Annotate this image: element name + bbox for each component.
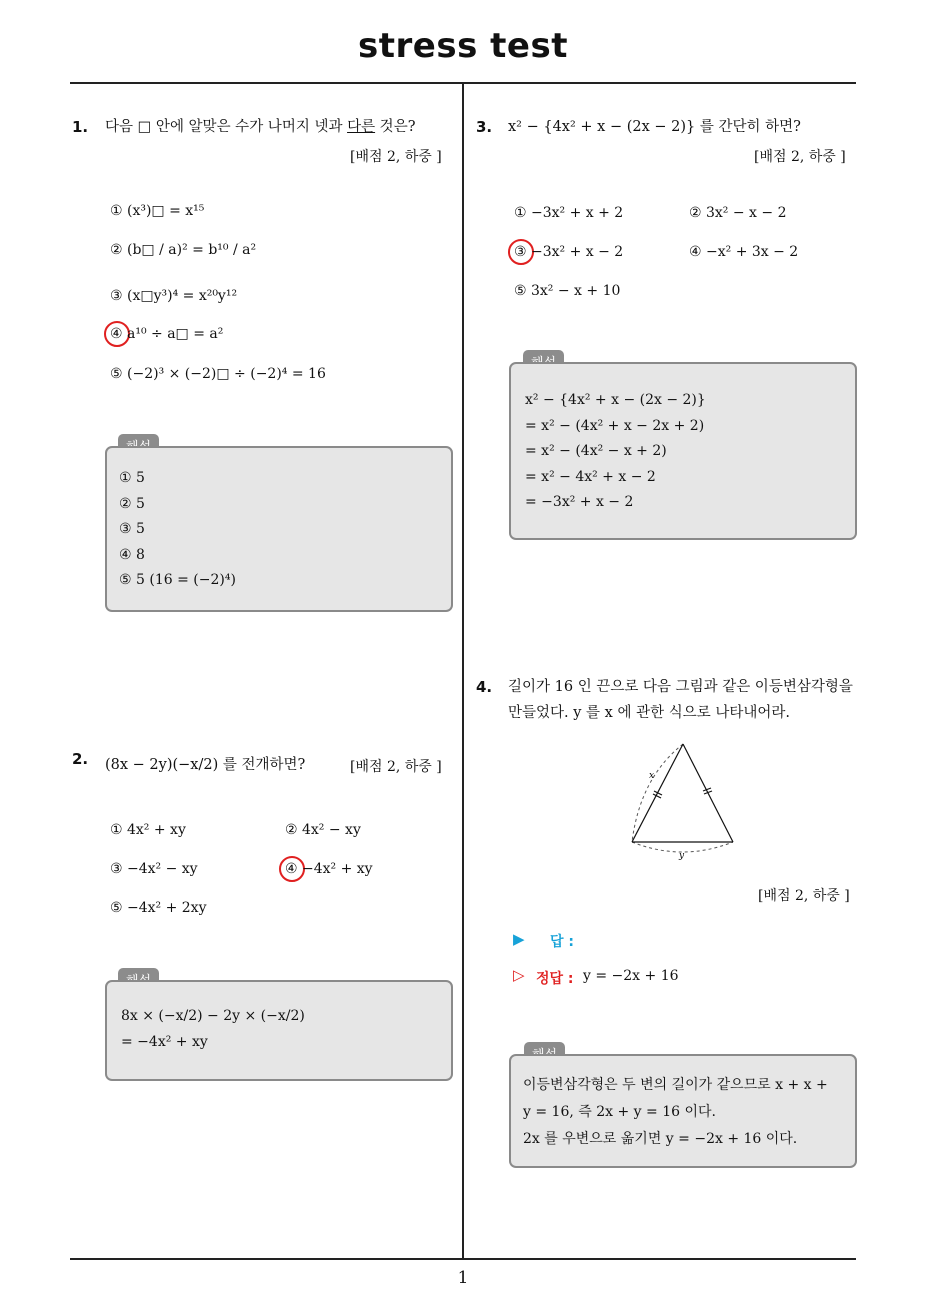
page-number: 1 [457,1268,469,1288]
q1-choice-4[interactable]: ④ a¹⁰ ÷ a□ = a² [110,326,224,342]
q1-solution-line: ② 5 [119,495,145,512]
correct-label: 정답 : [536,971,574,987]
q3-meta: [배점 2, 하중 ] [754,149,846,165]
q3-solution-line: x² − {4x² + x − (2x − 2)} [525,392,706,408]
q4-question-line: 길이가 16 인 끈으로 다음 그림과 같은 이등변삼각형을 [508,679,853,695]
q3-solution-line: = −3x² + x − 2 [525,494,634,510]
q1-choice-2[interactable]: ② (b□ / a)² = b¹⁰ / a² [110,242,257,258]
answer-input[interactable] [560,930,760,950]
q1-solution-line: ⑤ 5 (16 = (−2)⁴) [119,572,236,588]
q1-text-underlined: 다른 [347,119,376,135]
q2-choice-2[interactable]: ② 4x² − xy [285,822,361,838]
q2-solution-line: 8x × (−x/2) − 2y × (−x/2) [121,1008,305,1024]
q2-solution-box [105,980,453,1081]
q3-solution-line: = x² − (4x² − x + 2) [525,443,667,459]
q3-solution-line: = x² − 4x² + x − 2 [525,468,656,485]
q3-choice-3[interactable]: ③ −3x² + x − 2 [514,244,624,260]
answer-label: 답 : [550,934,574,950]
q2-meta: [배점 2, 하중 ] [350,759,442,775]
q1-solution-line: ④ 8 [119,546,145,563]
q3-solution-box [509,362,857,540]
footer-rule [70,1258,856,1260]
q1-text-a: 다음 □ 안에 알맞은 수가 나머지 넷과 [105,119,348,135]
q1-choice-1[interactable]: ① (x³)□ = x¹⁵ [110,203,205,219]
isosceles-triangle-figure [622,738,744,862]
q3-choice-5[interactable]: ⑤ 3x² − x + 10 [514,283,621,299]
q1-question [105,114,415,140]
q2-solution-line: = −4x² + xy [121,1033,208,1050]
q3-choice-1[interactable]: ① −3x² + x + 2 [514,205,624,221]
q2-choice-4[interactable]: ④ −4x² + xy [285,861,373,877]
q2-question: (8x − 2y)(−x/2) 를 전개하면? [105,757,306,773]
q2-choice-1[interactable]: ① 4x² + xy [110,822,186,838]
q1-number: 1. [72,118,89,136]
q2-choice-5[interactable]: ⑤ −4x² + 2xy [110,900,207,916]
q1-solution-line: ③ 5 [119,521,145,537]
page-title: stress test [358,26,568,66]
q1-choice-5[interactable]: ⑤ (−2)³ × (−2)□ ÷ (−2)⁴ = 16 [110,366,326,382]
q2-choice-3[interactable]: ③ −4x² − xy [110,861,198,877]
q3-question: x² − {4x² + x − (2x − 2)} 를 간단히 하면? [508,119,801,135]
q1-solution-box [105,446,453,612]
q3-number: 3. [476,118,493,136]
q4-question-line: 만들었다. y 를 x 에 관한 식으로 나타내어라. [508,705,790,721]
q1-choice-3[interactable]: ③ (x□y³)⁴ = x²⁰y¹² [110,288,238,304]
q3-choice-4[interactable]: ④ −x² + 3x − 2 [689,244,799,260]
q3-solution-line: = x² − (4x² + x − 2x + 2) [525,417,705,434]
x-label: x [649,771,655,781]
q4-solution-line: 2x 를 우변으로 옮기면 y = −2x + 16 이다. [523,1131,798,1147]
answer-arrow-icon: ▶ [513,930,525,948]
q1-solution-line: ① 5 [119,470,145,486]
q4-meta: [배점 2, 하중 ] [758,888,850,904]
correct-value: y = −2x + 16 [583,968,679,984]
q2-number: 2. [72,750,89,768]
y-label: y [679,851,685,861]
q4-solution-line: 이등변삼각형은 두 변의 길이가 같으므로 x + x + [523,1077,828,1093]
q1-text-b: 것은? [375,119,416,135]
q1-meta: [배점 2, 하중 ] [350,149,442,165]
q4-number: 4. [476,678,493,696]
q3-choice-2[interactable]: ② 3x² − x − 2 [689,205,787,221]
q4-solution-line: y = 16, 즉 2x + y = 16 이다. [523,1104,716,1120]
correct-arrow-icon: ▷ [513,966,525,984]
q4-question [508,674,853,726]
column-divider [462,84,464,1260]
q4-solution-box [509,1054,857,1168]
